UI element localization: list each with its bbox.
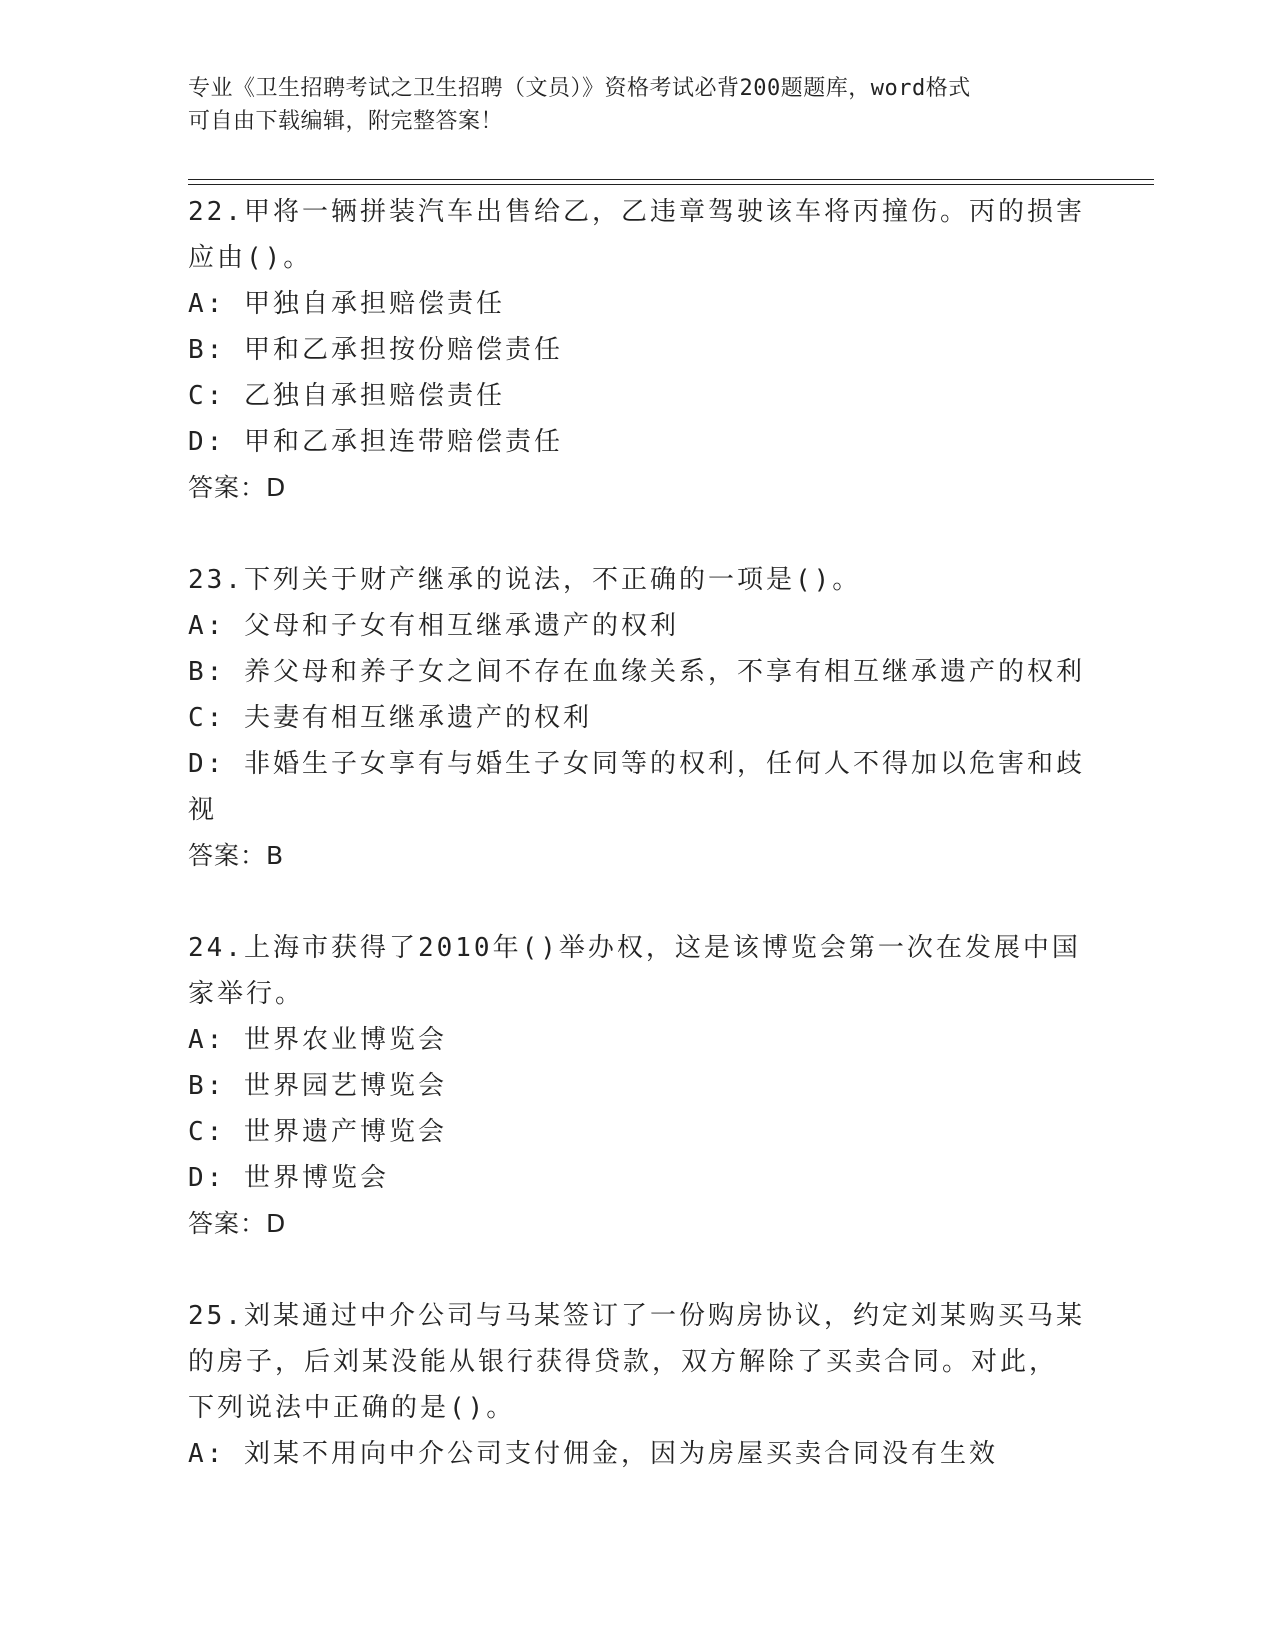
question-block bbox=[188, 189, 1088, 511]
answer-key: 答案：B bbox=[188, 841, 285, 870]
question-stem-line: 家举行。 bbox=[188, 979, 305, 1009]
question-stem-line: 的房子，后刘某没能从银行获得贷款，双方解除了买卖合同。对此， bbox=[188, 1347, 1059, 1377]
question-stem-line: 22.甲将一辆拼装汽车出售给乙，乙违章驾驶该车将丙撞伤。丙的损害 bbox=[188, 197, 1085, 227]
question-block bbox=[188, 925, 1088, 1247]
question-stem-line: 应由()。 bbox=[188, 243, 313, 273]
answer-option-line: B: 养父母和养子女之间不存在血缘关系，不享有相互继承遗产的权利 bbox=[188, 657, 1085, 687]
answer-option-line: D: 非婚生子女享有与婚生子女同等的权利，任何人不得加以危害和歧 bbox=[188, 749, 1085, 779]
question-stem-line: 24.上海市获得了2010年()举办权，这是该博览会第一次在发展中国 bbox=[188, 933, 1081, 963]
answer-option-line: A: 甲独自承担赔偿责任 bbox=[188, 289, 505, 319]
document-header bbox=[188, 72, 1088, 138]
header-divider-bottom bbox=[188, 184, 1154, 185]
answer-key: 答案：D bbox=[188, 1209, 287, 1238]
answer-option-line: B: 世界园艺博览会 bbox=[188, 1071, 447, 1101]
question-block bbox=[188, 557, 1088, 879]
answer-option-line: B: 甲和乙承担按份赔偿责任 bbox=[188, 335, 563, 365]
question-stem-line: 23.下列关于财产继承的说法，不正确的一项是()。 bbox=[188, 565, 862, 595]
question-stem-line: 下列说法中正确的是()。 bbox=[188, 1393, 516, 1423]
answer-option-line: 视 bbox=[188, 795, 218, 825]
answer-option-line: D: 世界博览会 bbox=[188, 1163, 389, 1193]
answer-option-line: A: 世界农业博览会 bbox=[188, 1025, 447, 1055]
answer-option-line: C: 乙独自承担赔偿责任 bbox=[188, 381, 505, 411]
question-stem-line: 25.刘某通过中介公司与马某签订了一份购房协议，约定刘某购买马某 bbox=[188, 1301, 1085, 1331]
header-divider-top bbox=[188, 179, 1154, 180]
header-line-2: 可自由下载编辑，附完整答案！ bbox=[188, 109, 504, 134]
answer-option-line: C: 夫妻有相互继承遗产的权利 bbox=[188, 703, 592, 733]
answer-key: 答案：D bbox=[188, 473, 287, 502]
answer-option-line: D: 甲和乙承担连带赔偿责任 bbox=[188, 427, 563, 457]
answer-option-line: C: 世界遗产博览会 bbox=[188, 1117, 447, 1147]
question-block bbox=[188, 1293, 1088, 1477]
answer-option-line: A: 父母和子女有相互继承遗产的权利 bbox=[188, 611, 679, 641]
answer-option-line: A: 刘某不用向中介公司支付佣金，因为房屋买卖合同没有生效 bbox=[188, 1439, 998, 1469]
header-line-1: 专业《卫生招聘考试之卫生招聘（文员）》资格考试必背200题题库，word格式 bbox=[188, 76, 971, 101]
question-list bbox=[188, 189, 1088, 1477]
